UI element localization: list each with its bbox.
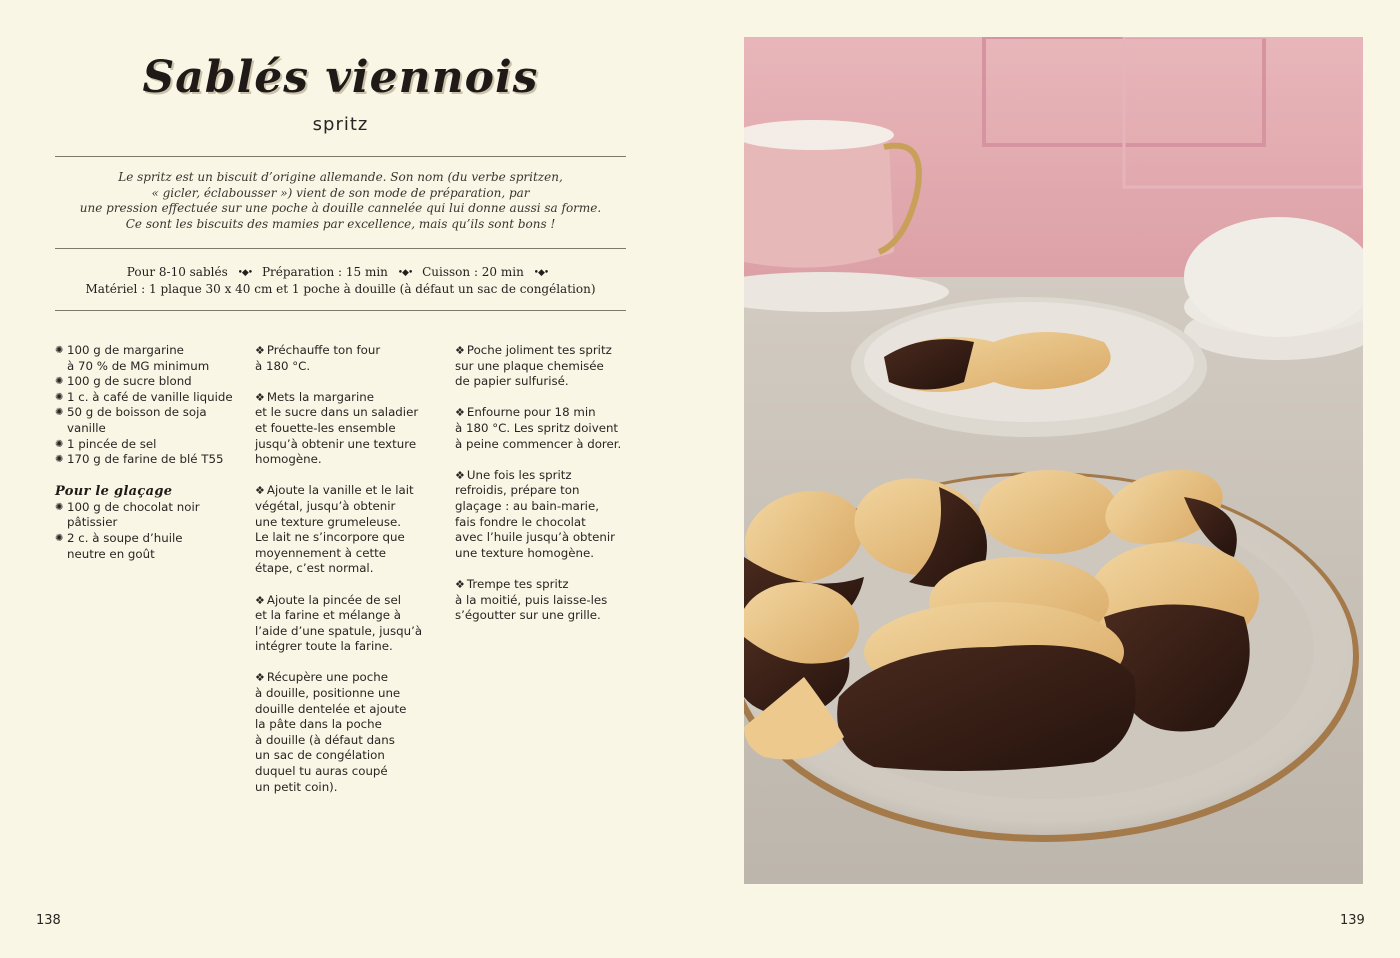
recipe-step: ❖ Trempe tes spritz à la moitié, puis laisse-les s’égoutter sur une grille. <box>455 576 608 623</box>
cook-time: Cuisson : 20 min <box>422 265 524 279</box>
recipe-step: ❖ Poche joliment tes spritz sur une plaque chemisée de papier sulfurisé. <box>455 343 612 389</box>
steps-column-2 <box>455 343 640 639</box>
fleuron-icon: ❖ <box>255 390 265 404</box>
ornament-bullet-icon: ✺ <box>55 407 64 419</box>
fleuron-icon: ❖ <box>455 577 465 591</box>
servings: Pour 8-10 sablés <box>126 265 228 279</box>
intro-line: « gicler, éclabousser ») vient de son mode de préparation, par <box>151 185 530 200</box>
fleuron-icon: ❖ <box>455 468 465 482</box>
recipe-times <box>55 264 626 281</box>
biscuit-photo-illustration <box>744 37 1363 884</box>
diamond-separator-icon: •◆• <box>397 268 413 278</box>
ingredients-column <box>55 343 245 562</box>
intro-line: Le spritz est un biscuit d’origine allemande. Son nom (du verbe spritzen, <box>118 170 563 184</box>
ingredient-list <box>55 343 245 468</box>
divider <box>55 310 626 311</box>
ingredient-item: ✺ 170 g de farine de blé T55 <box>55 452 224 467</box>
ingredient-item: ✺ 1 c. à café de vanille liquide <box>55 389 233 404</box>
ornament-bullet-icon: ✺ <box>55 501 64 513</box>
ingredient-item: ✺ 100 g de margarine à 70 % de MG minimum <box>55 343 210 373</box>
diamond-separator-icon: •◆• <box>533 268 549 278</box>
fleuron-icon: ❖ <box>455 344 465 357</box>
ornament-bullet-icon: ✺ <box>55 532 64 544</box>
ingredient-item: ✺ 50 g de boisson de soja vanille <box>55 405 207 435</box>
ornament-bullet-icon: ✺ <box>55 376 64 388</box>
prep-time: Préparation : 15 min <box>261 265 388 279</box>
diamond-separator-icon: •◆• <box>237 268 253 278</box>
recipe-step: ❖ Ajoute la vanille et le lait végétal, jusqu’à obtenir une texture grumeleuse. Le lait ne s’incorpore que moyennement à cette étape, c’est normal. <box>255 483 414 576</box>
recipe-step: ❖ Enfourne pour 18 min à 180 °C. Les spritz doivent à peine commencer à dorer. <box>455 405 622 451</box>
intro-text <box>55 170 626 232</box>
steps-column-1 <box>255 343 445 811</box>
divider <box>55 156 626 157</box>
ingredient-item: ✺ 100 g de sucre blond <box>55 374 192 389</box>
recipe-step: ❖ Ajoute la pincée de sel et la farine et mélange à l’aide d’une spatule, jusqu’à intégrer toute la farine. <box>255 592 423 654</box>
fleuron-icon: ❖ <box>255 484 265 498</box>
recipe-step: ❖ Récupère une poche à douille, positionne une douille dentelée et ajoute la pâte dans la poche à douille (à défaut dans un sac de congélation duquel tu auras coupé un petit coin). <box>255 670 407 794</box>
fleuron-icon: ❖ <box>255 593 265 607</box>
intro-line: Ce sont les biscuits des mamies par excellence, mais qu’ils sont bons ! <box>125 216 556 231</box>
recipe-step: ❖ Préchauffe ton four à 180 °C. <box>255 343 381 373</box>
ornament-bullet-icon: ✺ <box>55 438 64 450</box>
biscuit-photo <box>744 37 1363 884</box>
ornament-bullet-icon: ✺ <box>55 391 64 403</box>
glaze-heading: Pour le glaçage <box>55 483 173 499</box>
recipe-meta <box>55 264 626 297</box>
recipe-step: ❖ Une fois les spritz refroidis, prépare ton glaçage : au bain-marie, fais fondre le chocolat avec l’huile jusqu’à obtenir une texture homogène. <box>455 467 616 560</box>
equipment: Matériel : 1 plaque 30 x 40 cm et 1 poche à douille (à défaut un sac de congélation) <box>85 282 596 296</box>
recipe-title: Sablés viennois <box>142 52 539 103</box>
intro-line: une pression effectuée sur une poche à douille cannelée qui lui donne aussi sa forme. <box>79 201 602 216</box>
ingredient-item: ✺ 1 pincée de sel <box>55 436 157 451</box>
fleuron-icon: ❖ <box>455 406 465 420</box>
biscuit-group <box>744 458 1259 771</box>
divider <box>55 248 626 249</box>
recipe-subtitle: spritz <box>312 114 369 135</box>
fleuron-icon: ❖ <box>255 671 265 685</box>
page-number-left: 138 <box>36 913 61 928</box>
page-number-right: 139 <box>1340 913 1365 928</box>
glaze-ingredient-list <box>55 500 245 562</box>
ingredient-item: ✺ 2 c. à soupe d’huile neutre en goût <box>55 530 183 561</box>
ingredient-item: ✺ 100 g de chocolat noir pâtissier <box>55 499 200 530</box>
ornament-bullet-icon: ✺ <box>55 454 64 466</box>
ornament-bullet-icon: ✺ <box>55 345 64 356</box>
recipe-step: ❖ Mets la margarine et le sucre dans un saladier et fouette-les ensemble jusqu’à obtenir une texture homogène. <box>255 389 419 467</box>
fleuron-icon: ❖ <box>255 344 265 357</box>
